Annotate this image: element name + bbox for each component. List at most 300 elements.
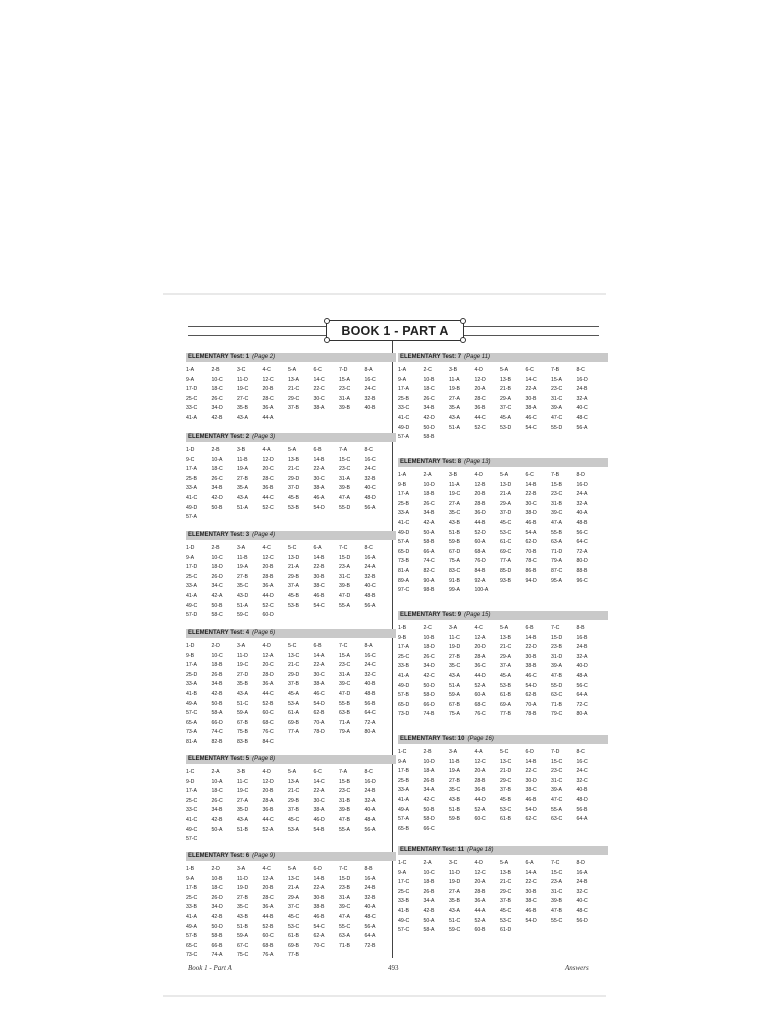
answer-item: 6-C (313, 367, 322, 373)
corner-ornament (324, 337, 330, 343)
answer-item: 50-D (423, 682, 435, 689)
test-block (186, 531, 396, 621)
test-block (398, 611, 608, 720)
answer-item: 47-D (339, 592, 351, 599)
answer-item: 49-C (186, 826, 198, 833)
answer-item: 27-B (237, 475, 248, 482)
answer-item: 81-A (186, 738, 197, 745)
answer-item: 19-D (449, 644, 461, 651)
answer-item: 77-B (288, 952, 299, 959)
answer-item: 42-A (423, 519, 435, 526)
book-title (326, 320, 464, 341)
answer-item: 36-B (474, 787, 486, 794)
answer-item: 4-C (262, 367, 271, 373)
answer-grid (398, 471, 608, 596)
test-block (398, 735, 608, 834)
answer-item: 55-B (339, 700, 350, 707)
answer-item: 28-A (262, 797, 274, 804)
answer-item: 19-C (449, 491, 461, 498)
answer-item: 23-C (339, 466, 351, 473)
answer-item: 17-A (186, 662, 197, 669)
answer-row (398, 815, 608, 825)
test-label: ELEMENTARY Test: 7 (400, 354, 462, 360)
answer-item: 53-C (500, 529, 512, 536)
answer-item: 69-C (500, 548, 512, 555)
answer-item: 45-B (288, 592, 299, 599)
answer-item: 45-A (500, 414, 511, 421)
answer-item: 47-B (551, 907, 562, 914)
answer-item: 50-B (211, 504, 223, 511)
answer-item: 45-B (500, 796, 511, 803)
answer-item: 33-A (398, 787, 409, 794)
answer-item: 39-C (551, 510, 563, 517)
answer-item: 64-A (576, 692, 588, 699)
answer-item: 36-B (262, 485, 274, 492)
answer-item: 56-A (576, 424, 588, 431)
answer-row (186, 700, 396, 710)
answer-item: 21-C (288, 386, 300, 393)
answer-row (186, 671, 396, 681)
answer-item: 96-C (576, 577, 588, 584)
answer-row (186, 826, 396, 836)
answer-row (186, 738, 396, 748)
answer-item: 30-B (313, 894, 325, 901)
answer-item: 39-C (339, 904, 351, 911)
answer-item: 40-B (364, 681, 376, 688)
answer-item: 20-D (474, 644, 486, 651)
answer-grid (398, 624, 608, 720)
answer-item: 3-C (237, 367, 246, 373)
answer-row (186, 376, 396, 386)
answer-item: 28-B (474, 777, 486, 784)
answer-item: 50-D (211, 923, 223, 930)
answer-item: 61-A (288, 710, 299, 717)
answer-row (186, 465, 396, 475)
answer-item: 12-C (474, 758, 486, 765)
answer-item: 8-C (364, 545, 373, 551)
answer-item: 27-D (237, 671, 249, 678)
answer-item: 36-A (262, 583, 274, 590)
answer-item: 19-C (237, 386, 249, 393)
answer-item: 17-A (398, 386, 409, 393)
answer-item: 30-B (313, 573, 325, 580)
answer-item: 58-C (211, 612, 223, 619)
answer-item: 31-A (339, 671, 350, 678)
answer-item: 16-C (576, 758, 588, 765)
answer-row (186, 728, 396, 738)
answer-item: 37-B (500, 787, 511, 794)
answer-item: 74-C (423, 558, 435, 565)
answer-item: 7-C (551, 625, 560, 631)
answer-item: 21-C (288, 788, 300, 795)
answer-item: 8-B (576, 625, 585, 631)
answer-item: 59-A (237, 710, 248, 717)
answer-item: 27-C (237, 395, 249, 402)
answer-item: 42-D (423, 414, 435, 421)
answer-item: 45-B (288, 494, 299, 501)
answer-item: 12-C (262, 376, 274, 383)
answer-item: 52-A (474, 806, 486, 813)
answer-item: 50-A (423, 917, 435, 924)
answer-item: 20-B (262, 788, 274, 795)
answer-item: 19-C (237, 788, 249, 795)
answer-item: 25-C (186, 797, 198, 804)
answer-item: 3-A (237, 866, 246, 872)
answer-item: 58-B (423, 539, 435, 546)
test-page-ref: (Page 9) (252, 853, 276, 859)
answer-item: 2-D (211, 866, 220, 872)
answer-item: 17-C (398, 879, 410, 886)
answer-item: 36-B (474, 405, 486, 412)
answer-item: 5-C (288, 545, 297, 551)
answer-item: 56-C (576, 682, 588, 689)
answer-row (398, 624, 608, 634)
answer-item: 26-D (211, 894, 223, 901)
answer-grid (398, 859, 608, 936)
answer-item: 7-B (551, 367, 560, 373)
answer-item: 10-C (211, 554, 223, 561)
answer-item: 1-B (398, 625, 407, 631)
answer-item: 42-C (423, 796, 435, 803)
answer-item: 16-C (364, 456, 376, 463)
answer-item: 24-B (364, 788, 376, 795)
answer-item: 52-A (474, 682, 486, 689)
answer-item: 6-B (525, 625, 534, 631)
answer-row (398, 897, 608, 907)
answer-item: 28-A (474, 653, 486, 660)
answer-item: 53-B (500, 682, 511, 689)
answer-item: 43-A (237, 414, 248, 421)
answer-item: 9-D (186, 778, 195, 785)
answer-item: 5-C (500, 749, 509, 755)
answer-item: 30-C (313, 797, 325, 804)
footer-left: Book 1 - Part A (188, 964, 232, 972)
answer-row (398, 548, 608, 558)
answer-item: 70-A (313, 719, 325, 726)
answer-item: 42-C (423, 672, 435, 679)
answer-item: 88-B (576, 567, 588, 574)
answer-item: 25-C (398, 653, 410, 660)
answer-item: 56-B (576, 806, 588, 813)
answer-item: 25-B (398, 777, 409, 784)
answer-item: 62-C (525, 816, 537, 823)
answer-item: 66-C (423, 825, 435, 832)
answer-item: 18-B (423, 491, 435, 498)
answer-item: 76-D (474, 558, 486, 565)
answer-item: 24-C (576, 768, 588, 775)
test-page-ref: (Page 11) (464, 354, 491, 360)
answer-item: 59-B (449, 816, 460, 823)
answer-item: 54-C (313, 602, 325, 609)
answer-item: 48-C (576, 414, 588, 421)
answer-item: 4-D (474, 472, 483, 478)
corner-ornament (324, 318, 330, 324)
answer-item: 14-B (313, 456, 325, 463)
answer-item: 34-B (211, 485, 223, 492)
answer-row (186, 709, 396, 719)
answer-item: 23-C (551, 491, 563, 498)
answer-item: 13-B (288, 456, 299, 463)
answer-item: 39-B (339, 807, 350, 814)
answer-item: 56-C (576, 529, 588, 536)
answer-row (398, 490, 608, 500)
answer-item: 18-A (423, 768, 435, 775)
answer-item: 1-A (398, 367, 407, 373)
answer-row (398, 509, 608, 519)
answer-item: 12-B (474, 481, 486, 488)
answer-item: 13-B (500, 869, 511, 876)
answer-item: 25-D (186, 671, 198, 678)
answer-row (398, 577, 608, 587)
test-page-ref: (Page 15) (464, 612, 491, 618)
answer-item: 36-A (262, 405, 274, 412)
answer-item: 6-D (525, 749, 534, 755)
answer-item: 42-B (211, 913, 223, 920)
answer-row (398, 385, 608, 395)
answer-item: 5-A (288, 367, 297, 373)
answer-row (186, 894, 396, 904)
answer-item: 75-C (237, 952, 249, 959)
answer-item: 74-A (211, 952, 223, 959)
answer-item: 62-A (313, 933, 325, 940)
answer-row (398, 758, 608, 768)
answer-item: 4-C (474, 625, 483, 631)
answer-item: 52-A (474, 917, 486, 924)
answer-row (186, 806, 396, 816)
answer-row (186, 475, 396, 485)
answer-item: 21-B (500, 386, 511, 393)
answer-item: 35-B (237, 405, 248, 412)
answer-item: 55-B (551, 529, 562, 536)
answer-item: 22-B (525, 491, 537, 498)
answer-item: 16-D (576, 376, 588, 383)
answer-row (186, 932, 396, 942)
answer-item: 2-B (211, 447, 220, 453)
answer-item: 40-C (364, 583, 376, 590)
answer-item: 31-B (339, 797, 350, 804)
answer-item: 57-B (398, 692, 409, 699)
answer-item: 64-A (364, 933, 376, 940)
answer-item: 16-A (364, 875, 376, 882)
answer-item: 48-B (576, 519, 588, 526)
answer-item: 26-C (423, 500, 435, 507)
answer-row (186, 913, 396, 923)
book-title-text: BOOK 1 - PART A (341, 323, 449, 338)
answer-item: 44-C (262, 816, 274, 823)
answer-item: 50-A (211, 826, 223, 833)
answer-item: 42-A (211, 592, 223, 599)
answer-item: 71-A (339, 719, 350, 726)
answer-item: 60-C (262, 933, 274, 940)
answer-row (398, 404, 608, 414)
answer-item: 11-A (449, 376, 460, 383)
answer-item: 79-A (339, 729, 350, 736)
answer-item: 5-C (288, 643, 297, 649)
answer-item: 17-D (186, 564, 198, 571)
answer-item: 53-D (500, 424, 512, 431)
answer-item: 60-C (262, 710, 274, 717)
answer-item: 7-C (339, 866, 348, 872)
answer-row (186, 602, 396, 612)
answer-item: 40-D (576, 663, 588, 670)
answer-item: 28-B (262, 573, 274, 580)
test-page-ref: (Page 18) (467, 847, 494, 853)
answer-item: 18-C (211, 386, 223, 393)
answer-item: 46-B (313, 913, 325, 920)
answer-row (186, 563, 396, 573)
test-label: ELEMENTARY Test: 8 (400, 459, 462, 465)
answer-item: 9-B (398, 481, 407, 488)
answer-item: 65-A (186, 719, 197, 726)
answer-item: 49-D (398, 424, 410, 431)
answer-row (398, 481, 608, 491)
answer-item: 10-C (211, 376, 223, 383)
test-page-ref: (Page 3) (252, 434, 276, 440)
answer-row (398, 529, 608, 539)
answer-item: 46-B (525, 519, 537, 526)
answer-item: 64-A (576, 816, 588, 823)
answer-item: 66-D (423, 701, 435, 708)
answer-item: 30-B (525, 888, 537, 895)
answer-row (186, 456, 396, 466)
answer-item: 38-A (313, 807, 325, 814)
answer-row (186, 446, 396, 456)
answer-grid (186, 768, 396, 845)
answer-item: 72-C (576, 701, 588, 708)
answer-item: 69-A (500, 701, 511, 708)
answer-item: 15-D (339, 554, 351, 561)
answer-item: 47-A (551, 519, 562, 526)
answer-item: 41-A (398, 796, 409, 803)
answer-item: 30-B (525, 653, 537, 660)
test-page-ref: (Page 2) (252, 354, 276, 360)
answer-item: 56-A (364, 826, 376, 833)
answer-item: 9-B (186, 652, 195, 659)
answer-item: 66-B (211, 942, 223, 949)
answer-item: 33-A (186, 681, 197, 688)
answer-item: 26-B (423, 888, 435, 895)
answer-item: 38-A (313, 681, 325, 688)
answer-item: 97-C (398, 587, 410, 594)
answer-item: 54-C (313, 923, 325, 930)
answer-item: 42-B (211, 414, 223, 421)
answer-item: 47-B (551, 672, 562, 679)
answer-item: 48-A (576, 672, 588, 679)
answer-row (186, 719, 396, 729)
answer-item: 1-C (398, 860, 407, 866)
answer-item: 1-D (186, 447, 195, 453)
answer-item: 44-C (474, 414, 486, 421)
answer-item: 32-A (576, 653, 588, 660)
answer-item: 65-D (398, 548, 410, 555)
answer-item: 74-B (423, 711, 435, 718)
answer-item: 2-C (423, 625, 432, 631)
answer-item: 34-B (211, 807, 223, 814)
test-block (398, 353, 608, 443)
answer-item: 17-A (186, 466, 197, 473)
answer-item: 38-C (525, 787, 537, 794)
answer-item: 5-A (288, 866, 297, 872)
answer-item: 25-C (186, 894, 198, 901)
answer-item: 21-C (500, 879, 512, 886)
answer-item: 43-A (449, 672, 460, 679)
answer-item: 38-C (313, 583, 325, 590)
answer-item: 65-C (186, 942, 198, 949)
answer-item: 20-C (262, 466, 274, 473)
answer-item: 35-B (449, 898, 460, 905)
answer-item: 98-B (423, 587, 435, 594)
answer-row (186, 690, 396, 700)
answer-item: 50-B (423, 806, 435, 813)
answer-item: 20-C (262, 662, 274, 669)
answer-item: 36-B (262, 807, 274, 814)
answer-item: 31-B (551, 500, 562, 507)
answer-row (186, 611, 396, 621)
answer-item: 4-D (262, 769, 271, 775)
answer-item: 48-B (364, 592, 376, 599)
answer-item: 5-A (288, 447, 297, 453)
answer-item: 46-B (525, 907, 537, 914)
answer-item: 52-C (262, 504, 274, 511)
answer-item: 18-C (211, 466, 223, 473)
answer-item: 11-C (237, 778, 248, 785)
answer-item: 46-B (313, 592, 325, 599)
test-label: ELEMENTARY Test: 5 (188, 756, 250, 762)
answer-item: 9-A (398, 758, 407, 765)
answer-item: 5-A (500, 367, 509, 373)
answer-item: 14-B (525, 634, 537, 641)
test-block (186, 755, 396, 845)
answer-item: 2-B (211, 367, 220, 373)
answer-item: 26-C (211, 395, 223, 402)
answer-item: 46-C (313, 690, 325, 697)
answer-item: 23-B (551, 644, 562, 651)
answer-item: 63-C (551, 692, 563, 699)
answer-item: 11-D (237, 875, 248, 882)
answer-item: 66-A (423, 548, 435, 555)
answer-item: 11-C (449, 634, 460, 641)
answer-item: 32-B (364, 894, 376, 901)
answer-item: 6-B (313, 643, 322, 649)
answer-item: 78-C (525, 558, 537, 565)
test-block (186, 629, 396, 748)
answer-item: 15-D (551, 634, 563, 641)
answer-row (186, 835, 396, 845)
answer-item: 24-B (576, 879, 588, 886)
answer-item: 16-D (364, 778, 376, 785)
answer-item: 36-C (474, 663, 486, 670)
answer-row (398, 710, 608, 720)
answer-item: 18-D (211, 564, 223, 571)
answer-item: 28-D (262, 671, 274, 678)
answer-item: 2-C (423, 367, 432, 373)
test-page-ref: (Page 6) (252, 630, 276, 636)
answer-row (398, 859, 608, 869)
answer-item: 22-A (525, 386, 537, 393)
answer-item: 23-A (339, 564, 350, 571)
answer-item: 54-B (313, 826, 325, 833)
answer-item: 26-D (211, 573, 223, 580)
answer-item: 80-A (364, 729, 376, 736)
answer-item: 42-B (211, 816, 223, 823)
answer-item: 77-A (500, 558, 511, 565)
answer-item: 14-C (313, 376, 325, 383)
answer-row (398, 796, 608, 806)
answer-item: 31-C (551, 395, 563, 402)
answer-item: 73-C (186, 952, 198, 959)
answer-item: 30-C (313, 475, 325, 482)
answer-item: 17-A (398, 491, 409, 498)
